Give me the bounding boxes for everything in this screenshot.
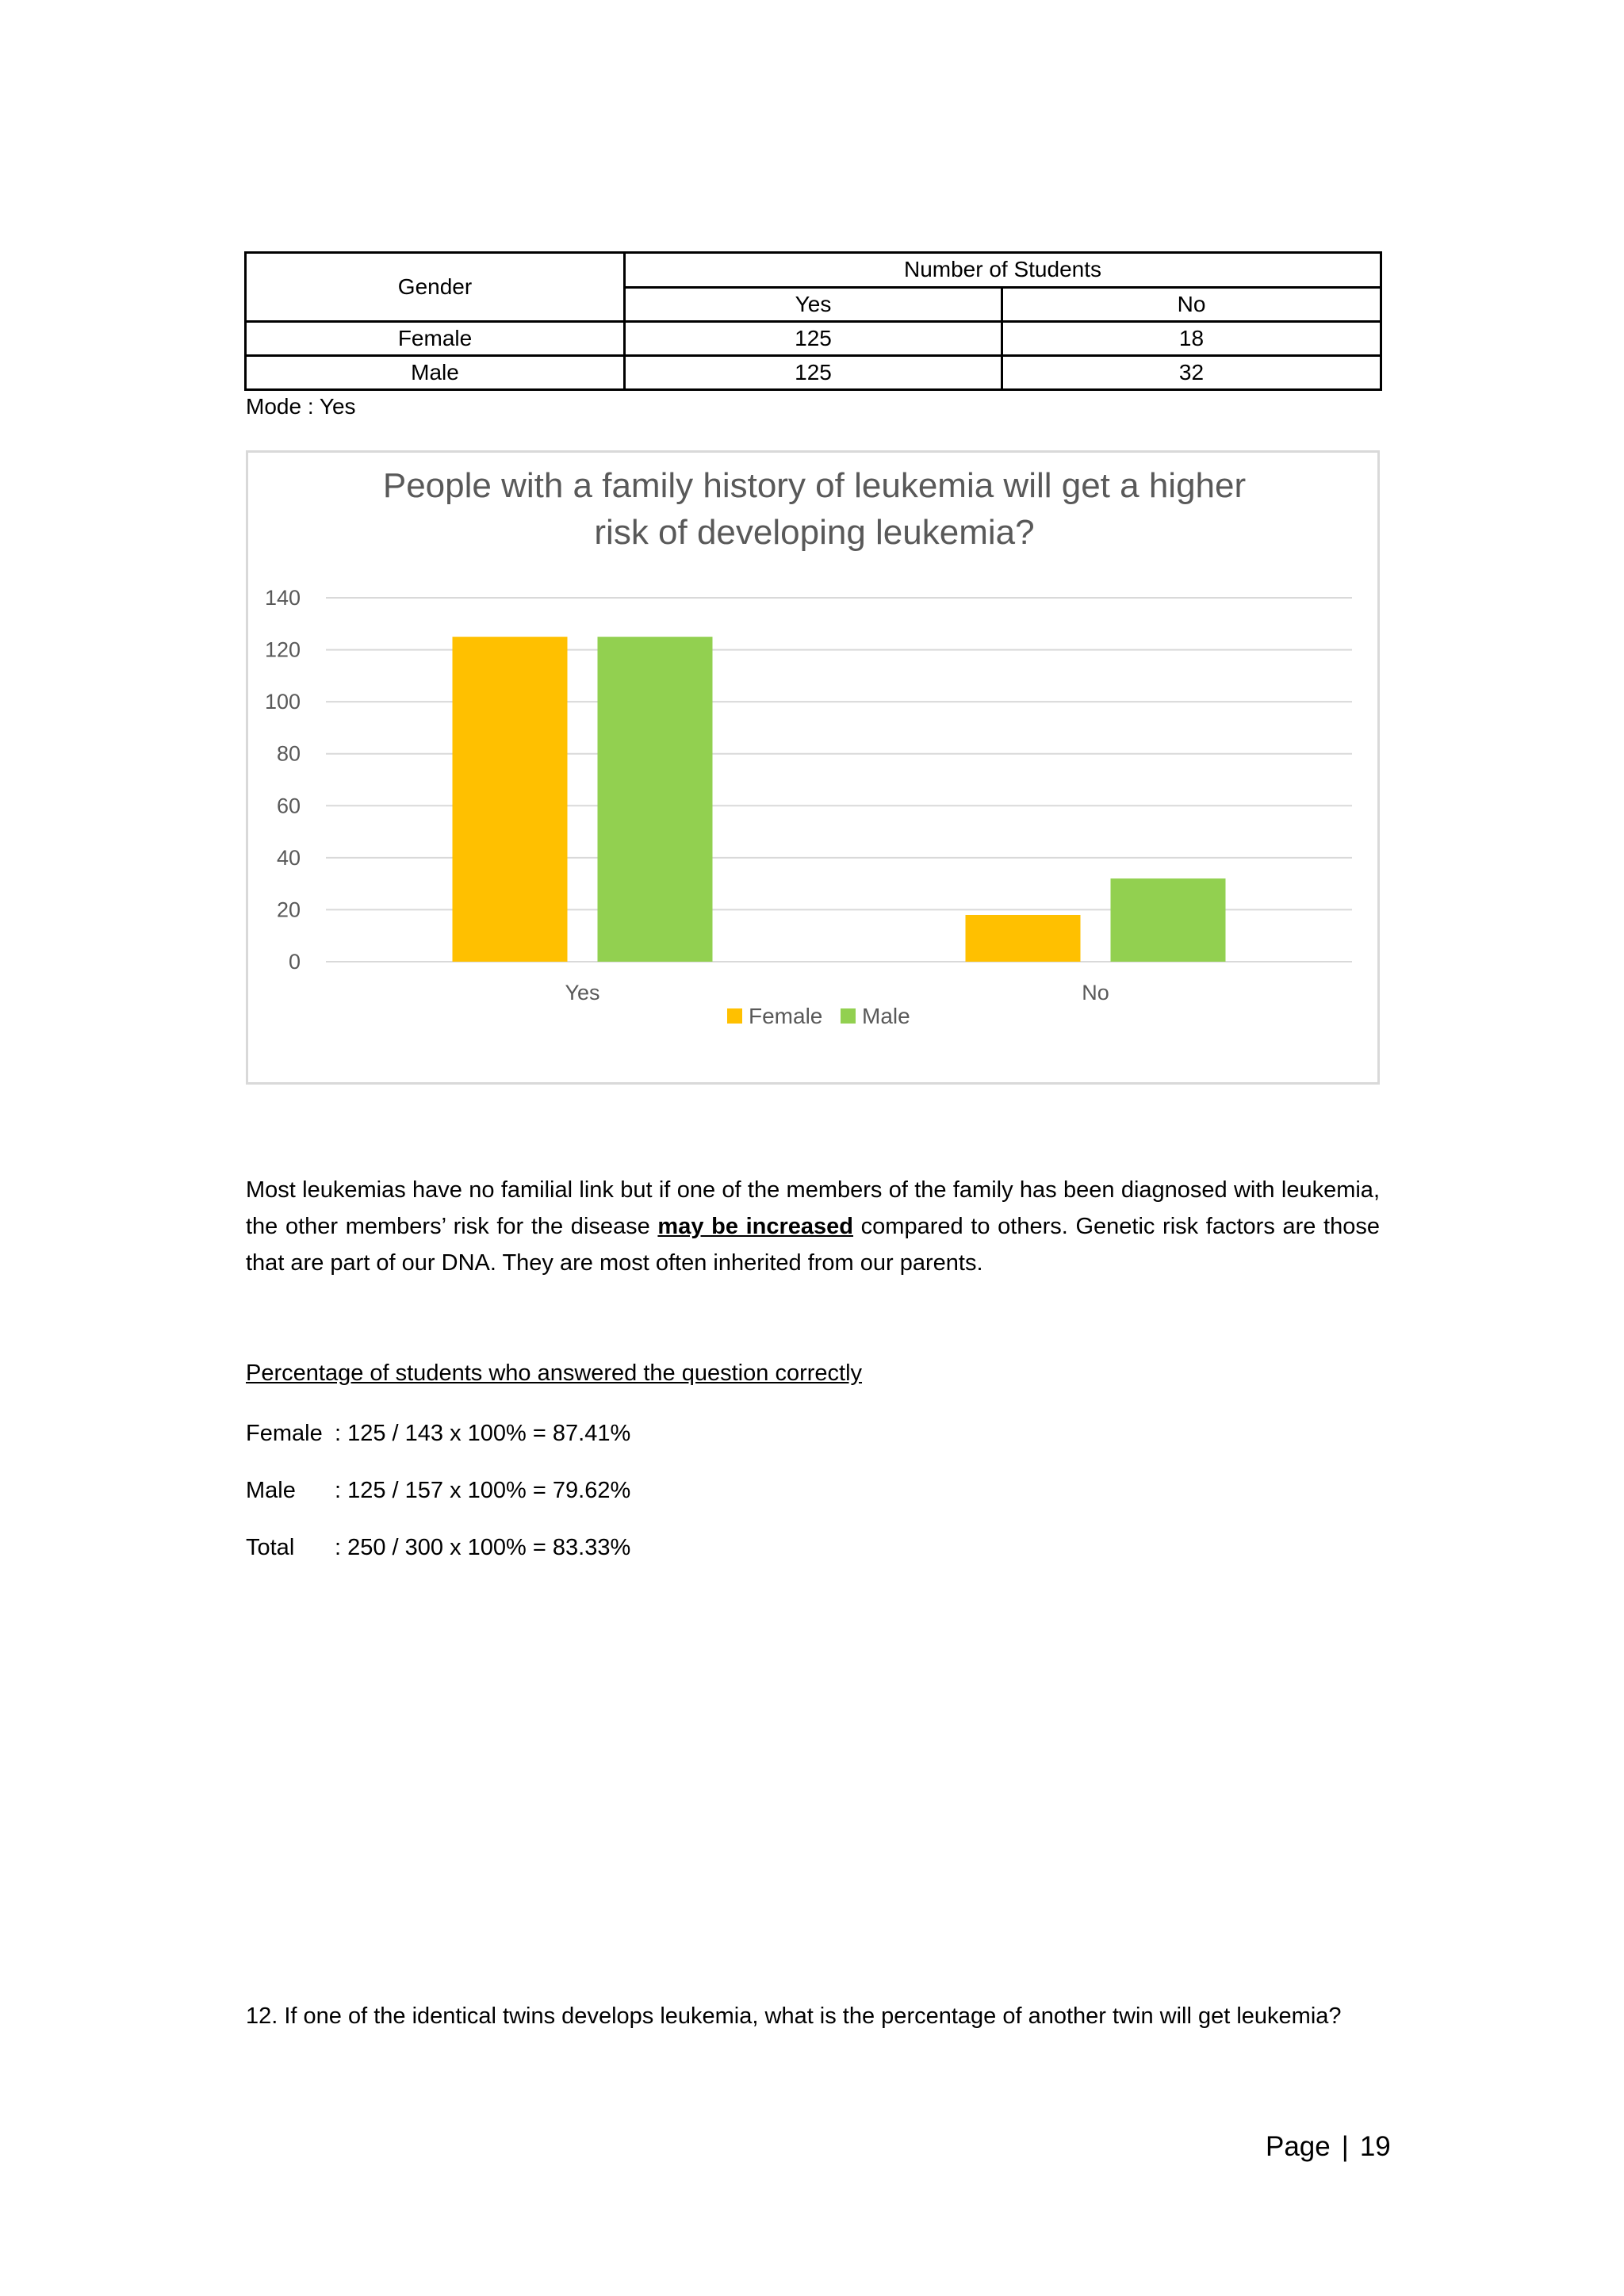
percentage-row-male (246, 1478, 630, 1504)
row-yes-value: 125 (625, 322, 1002, 356)
legend-swatch-female (727, 1008, 742, 1024)
chart-canvas (248, 453, 1377, 1082)
y-tick-label: 100 (264, 690, 301, 714)
bar-male-no (1111, 878, 1226, 962)
y-tick-label: 80 (276, 741, 301, 766)
legend-label-female: Female (749, 1004, 823, 1028)
bar-female-yes (453, 637, 568, 962)
percentage-row-total (246, 1535, 630, 1561)
x-tick-label: Yes (565, 981, 600, 1004)
page-footer (1266, 2131, 1391, 2163)
table-row (246, 322, 1381, 356)
calc-label: Female (246, 1421, 323, 1446)
row-no-value: 32 (1002, 356, 1381, 390)
question-12: 12. If one of the identical twins develops leukemia, what is the percentage of another twin will get leukemia? (246, 2003, 1342, 2029)
calc-expression: : 125 / 157 x 100% = 79.62% (335, 1478, 631, 1503)
number-of-students-header: Number of Students (625, 253, 1381, 288)
y-tick-label: 60 (276, 794, 301, 818)
table-row (246, 356, 1381, 390)
bar-female-no (966, 915, 1081, 962)
legend-label-male: Male (862, 1004, 910, 1028)
y-tick-label: 40 (276, 845, 301, 870)
gender-header: Gender (246, 253, 625, 322)
page-label: Page (1266, 2131, 1331, 2162)
page-separator: | (1341, 2131, 1349, 2162)
page-number: 19 (1359, 2131, 1391, 2162)
y-tick-label: 120 (264, 637, 301, 662)
bar-male-yes (598, 637, 713, 962)
row-no-value: 18 (1002, 322, 1381, 356)
y-tick-label: 0 (288, 950, 301, 974)
students-table (244, 251, 1382, 391)
chart-title-line-1: People with a family history of leukemia will get a higher (382, 466, 1247, 505)
row-yes-value: 125 (625, 356, 1002, 390)
row-gender: Female (246, 322, 625, 356)
calc-expression: : 125 / 143 x 100% = 87.41% (335, 1421, 631, 1446)
yes-column-header: Yes (625, 287, 1002, 322)
chart-title-line-2: risk of developing leukemia? (594, 513, 1035, 552)
y-tick-label: 140 (264, 586, 301, 610)
percentage-row-female (246, 1421, 630, 1447)
paragraph-text-2: compared to others. Genetic risk factors are those that are part of our DNA. They are most often inherited from our parents. (246, 1214, 1380, 1276)
y-tick-label: 20 (276, 897, 301, 922)
calc-expression: : 250 / 300 x 100% = 83.33% (335, 1535, 631, 1560)
bar-chart (246, 450, 1380, 1085)
percentage-heading: Percentage of students who answered the question correctly (246, 1360, 863, 1386)
mode-text: Mode : Yes (246, 394, 356, 419)
x-tick-label: No (1082, 981, 1109, 1004)
paragraph-emphasis: may be increased (657, 1214, 854, 1239)
explanation-paragraph (246, 1172, 1380, 1281)
no-column-header: No (1002, 287, 1381, 322)
row-gender: Male (246, 356, 625, 390)
calc-label: Total (246, 1535, 295, 1560)
legend-swatch-male (841, 1008, 856, 1024)
paragraph-text-1: Most leukemias have no familial link but if one of the members of the family has been diagnosed with leukemia, the other members’ risk for the disease (246, 1177, 1380, 1239)
calc-label: Male (246, 1478, 296, 1503)
